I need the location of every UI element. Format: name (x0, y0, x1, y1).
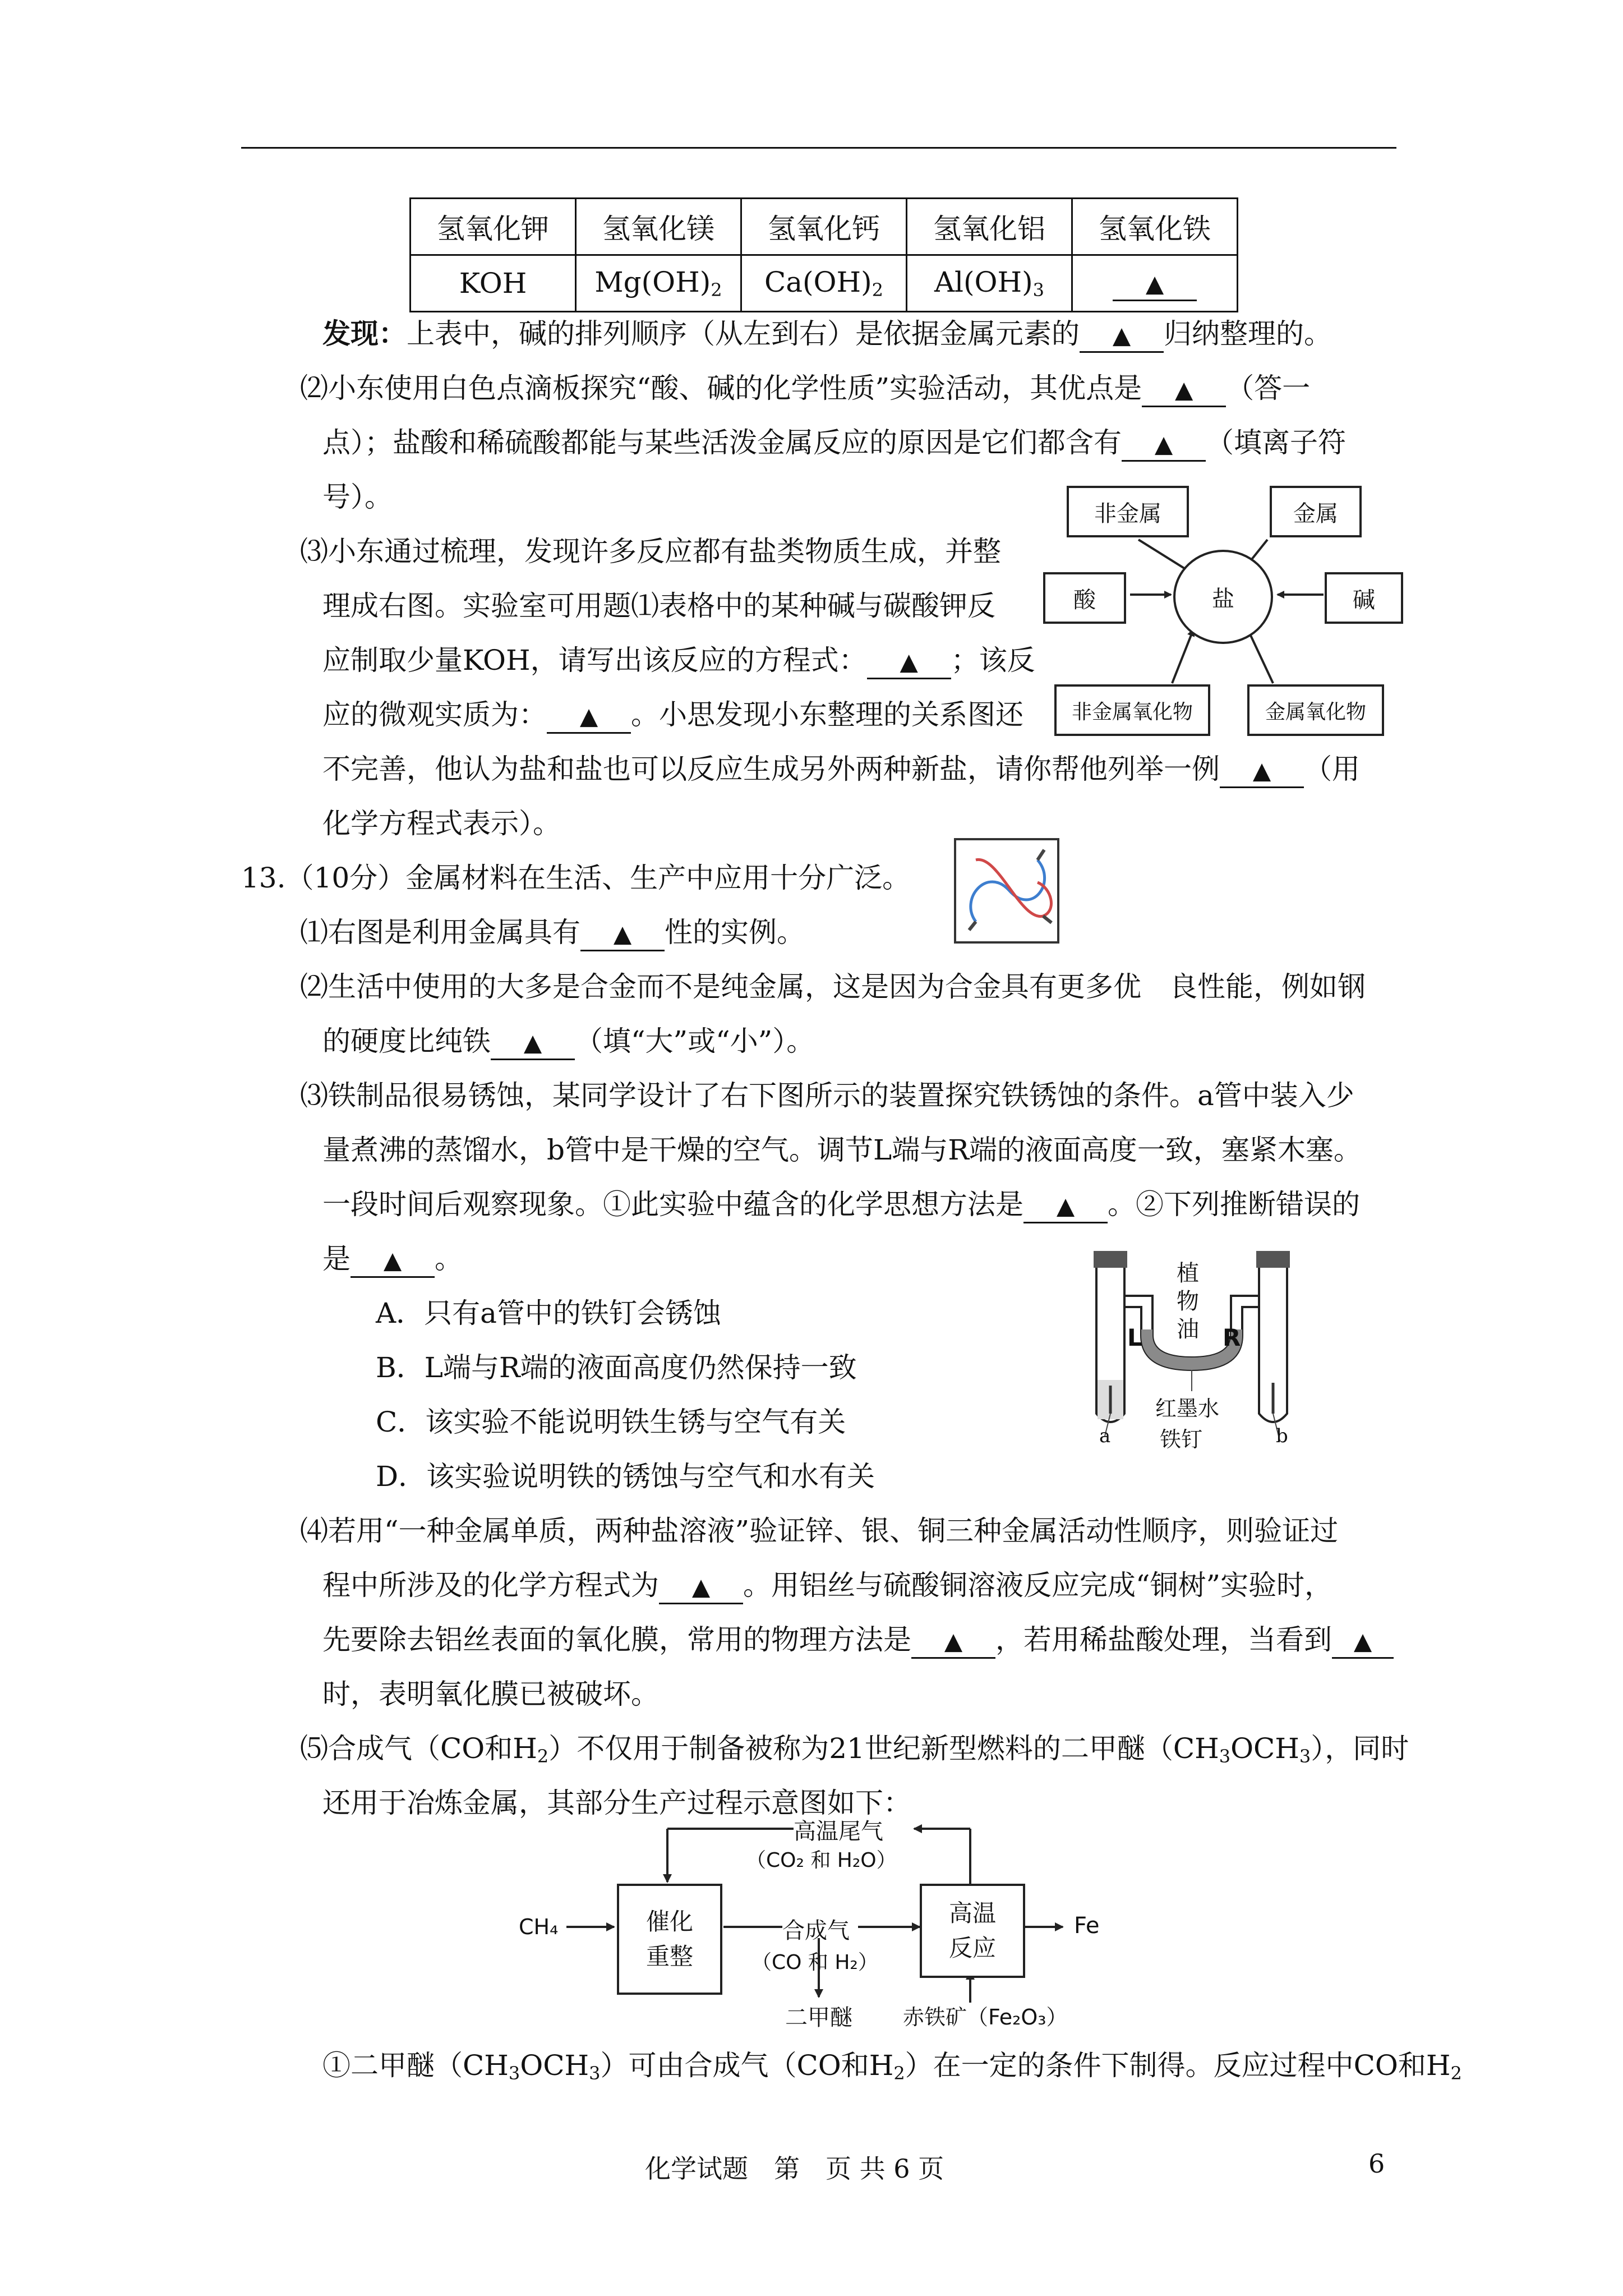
box-text: 催化 (645, 1908, 693, 1935)
text-span: 程中所涉及的化学方程式为 (322, 1569, 659, 1602)
answer-blank: ▲ (580, 918, 665, 951)
label-a: a (1099, 1425, 1111, 1447)
q12-p2-line1 (300, 369, 1310, 408)
text-span: 应制取少量KOH，请写出该反应的方程式： (322, 644, 867, 677)
text-span: 先要除去铝丝表面的氧化膜，常用的物理方法是 (322, 1623, 911, 1656)
subscript: 2 (1450, 2063, 1462, 2084)
syngas-note: （CO 和 H₂） (751, 1951, 878, 1974)
table-cell (576, 255, 741, 312)
q12-p2-line2 (322, 423, 1346, 462)
page-number: 6 (1368, 2148, 1385, 2179)
nail-label: 铁钉 (1160, 1427, 1203, 1452)
answer-blank: ▲ (1023, 1190, 1108, 1223)
box-nonmetal-oxide: 非金属氧化物 (1054, 684, 1210, 736)
text-span: OCH (1230, 1732, 1299, 1765)
answer-blank: ▲ (659, 1571, 743, 1604)
text-span: 。②下列推断错误的 (1108, 1188, 1360, 1221)
q13-p3-line4 (322, 1239, 463, 1278)
table-header-row (411, 199, 1238, 255)
option-d: D．该实验说明铁的锈蚀与空气和水有关 (376, 1460, 875, 1493)
text-span: 不完善，他认为盐和盐也可以反应生成另外两种新盐，请你帮他列举一例 (322, 753, 1220, 785)
oil-label (1177, 1259, 1199, 1343)
table-cell: 氢氧化镁 (576, 199, 741, 255)
answer-blank: ▲ (1122, 429, 1206, 462)
table-cell: 氢氧化钙 (741, 199, 907, 255)
label-l: L (1127, 1324, 1142, 1351)
formula-subscript: 3 (1032, 279, 1045, 301)
answer-blank: ▲ (1080, 320, 1164, 353)
text-span: 归纳整理的。 (1164, 318, 1332, 350)
text-span: ⑵小东使用白色点滴板探究“酸、碱的化学性质”实验活动，其优点是 (300, 372, 1142, 404)
header-rule (241, 147, 1396, 149)
subscript: 3 (1299, 1746, 1311, 1767)
subscript: 3 (1219, 1746, 1231, 1767)
text-span: ）在一定的条件下制得。反应过程中CO和H (905, 2049, 1451, 2082)
ore-label: 赤铁矿（Fe₂O₃） (903, 2005, 1068, 2030)
table-cell (741, 255, 907, 312)
q13-p1 (300, 913, 805, 952)
ch4-label: CH₄ (519, 1915, 559, 1939)
text-span: 。 (435, 1243, 463, 1275)
table-cell (1072, 255, 1238, 312)
option-b: B．L端与R端的液面高度仍然保持一致 (376, 1351, 857, 1384)
q13-p5-line1 (300, 1729, 1409, 1776)
discover-label: 发现： (322, 317, 407, 350)
table-cell: 氢氧化铝 (907, 199, 1072, 255)
q13-p4-line4: 时，表明氧化膜已被破坏。 (322, 1678, 659, 1710)
text-span: 。小思发现小东整理的关系图还 (631, 698, 1023, 731)
answer-blank: ▲ (911, 1626, 995, 1659)
text-span: ），同时 (1311, 1732, 1409, 1765)
box-metal-oxide: 金属氧化物 (1247, 684, 1384, 736)
formula-text: Ca(OH) (764, 266, 872, 298)
text-span: （填离子符 (1206, 426, 1346, 459)
box-text: 反应 (948, 1934, 996, 1962)
label-b: b (1276, 1425, 1288, 1447)
text-span: ⑸合成气（CO和H (300, 1732, 537, 1765)
text-span: 是 (322, 1243, 351, 1275)
formula-text: KOH (459, 267, 527, 300)
answer-blank: ▲ (1142, 374, 1226, 407)
text-span: 一段时间后观察现象。①此实验中蕴含的化学思想方法是 (322, 1188, 1023, 1221)
q13-p2-line1: ⑵生活中使用的大多是合金而不是纯金属，这是因为合金具有更多优 良性能，例如钢 (300, 970, 1366, 1003)
table-formula-row (411, 255, 1238, 312)
text-span: 性的实例。 (665, 916, 805, 949)
q12-p3-line5 (322, 749, 1360, 789)
q12-p3-line3 (322, 641, 1035, 680)
answer-blank: ▲ (547, 701, 631, 734)
table-cell (411, 255, 576, 312)
discover-line (322, 314, 1332, 353)
box-high-temp-reaction (920, 1884, 1025, 1978)
syngas-label: 合成气 (782, 1918, 850, 1944)
box-nonmetal: 非金属 (1067, 486, 1189, 537)
tail-gas-label: 高温尾气 (794, 1819, 883, 1844)
text-span: ）可由合成气（CO和H (600, 2049, 894, 2082)
text-span: 。用铝丝与硫酸铜溶液反应完成“铜树”实验时， (743, 1569, 1333, 1602)
text-span: 应的微观实质为： (322, 698, 547, 731)
oil-char: 油 (1177, 1317, 1199, 1342)
q13-intro: 13.（10分）金属材料在生活、生产中应用十分广泛。 (241, 862, 911, 894)
circle-salt: 盐 (1173, 550, 1273, 644)
wire-illustration (953, 838, 1060, 944)
answer-blank: ▲ (1113, 268, 1197, 301)
page-footer: 化学试题 第 页 共 6 页 (645, 2154, 944, 2184)
q13-p5-line2: 还用于冶炼金属，其部分生产过程示意图如下： (322, 1787, 911, 1819)
text-span: ，若用稀盐酸处理，当看到 (995, 1623, 1332, 1656)
text-span: ⑴右图是利用金属具有 (300, 916, 580, 949)
fe-label: Fe (1074, 1913, 1100, 1939)
table-cell (907, 255, 1072, 312)
hydroxide-table (409, 197, 1238, 312)
answer-blank: ▲ (351, 1245, 435, 1278)
text-span: （答一 (1226, 372, 1311, 404)
subscript: 2 (537, 1746, 549, 1767)
subscript: 3 (589, 2063, 601, 2084)
answer-blank: ▲ (491, 1027, 575, 1060)
q13-p4-line1: ⑷若用“一种金属单质，两种盐溶液”验证锌、银、铜三种金属活动性顺序，则验证过 (300, 1515, 1339, 1547)
answer-blank: ▲ (1332, 1626, 1394, 1659)
box-catalytic-reforming (617, 1884, 722, 1995)
q13-p5-last-line (322, 2046, 1462, 2093)
text-span: （填“大”或“小”）。 (575, 1025, 815, 1057)
table-cell: 氢氧化钾 (411, 199, 576, 255)
q13-p4-line3 (322, 1620, 1394, 1659)
label-r: R (1223, 1324, 1241, 1351)
answer-blank: ▲ (867, 646, 951, 679)
formula-text: Mg(OH) (594, 266, 711, 298)
box-metal: 金属 (1270, 486, 1362, 537)
q12-p2-line3: 号）。 (322, 481, 393, 513)
oil-char: 物 (1177, 1289, 1199, 1314)
dme-label: 二甲醚 (785, 2005, 852, 2031)
subscript: 3 (508, 2063, 520, 2084)
q13-p3-line1: ⑶铁制品很易锈蚀，某同学设计了右下图所示的装置探究铁锈蚀的条件。a管中装入少 (300, 1079, 1354, 1112)
text-span: ①二甲醚（CH (322, 2049, 509, 2082)
option-a: A．只有a管中的铁钉会锈蚀 (376, 1297, 721, 1329)
text-span: 的硬度比纯铁 (322, 1025, 491, 1057)
text-span: 上表中，碱的排列顺序（从左到右）是依据金属元素的 (407, 318, 1080, 350)
text-span: OCH (520, 2049, 589, 2082)
table-cell: 氢氧化铁 (1072, 199, 1238, 255)
q12-p3-line1: ⑶小东通过梳理，发现许多反应都有盐类物质生成，并整 (300, 535, 1001, 568)
text-span: ）不仅用于制备被称为21世纪新型燃料的二甲醚（CH (548, 1732, 1219, 1765)
q13-p2-line2 (322, 1022, 814, 1061)
box-acid: 酸 (1043, 572, 1126, 624)
tail-gas-note: （CO₂ 和 H₂O） (746, 1849, 897, 1872)
q12-p3-line2: 理成右图。实验室可用题⑴表格中的某种碱与碳酸钾反 (322, 590, 995, 622)
formula-subscript: 2 (872, 279, 884, 301)
formula-subscript: 2 (711, 279, 722, 301)
text-span: ；该反 (951, 644, 1035, 677)
q12-p3-line4 (322, 695, 1023, 734)
q13-p3-line3 (322, 1185, 1360, 1224)
text-span: （用 (1304, 753, 1360, 785)
q13-p3-line2: 量煮沸的蒸馏水，b管中是干燥的空气。调节L端与R端的液面高度一致，塞紧木塞。 (322, 1134, 1362, 1166)
box-text: 高温 (948, 1899, 996, 1927)
answer-blank: ▲ (1220, 755, 1304, 788)
option-c: C．该实验不能说明铁生锈与空气有关 (376, 1406, 846, 1438)
box-base: 碱 (1325, 572, 1403, 624)
subscript: 2 (893, 2063, 905, 2084)
formula-text: Al(OH) (934, 266, 1033, 298)
q13-p4-line2 (322, 1566, 1332, 1605)
oil-char: 植 (1177, 1260, 1199, 1286)
ink-label: 红墨水 (1155, 1396, 1220, 1421)
text-span: 点）；盐酸和稀硫酸都能与某些活泼金属反应的原因是它们都含有 (322, 426, 1122, 459)
box-text: 重整 (645, 1943, 693, 1970)
q12-p3-line6: 化学方程式表示）。 (322, 807, 561, 840)
